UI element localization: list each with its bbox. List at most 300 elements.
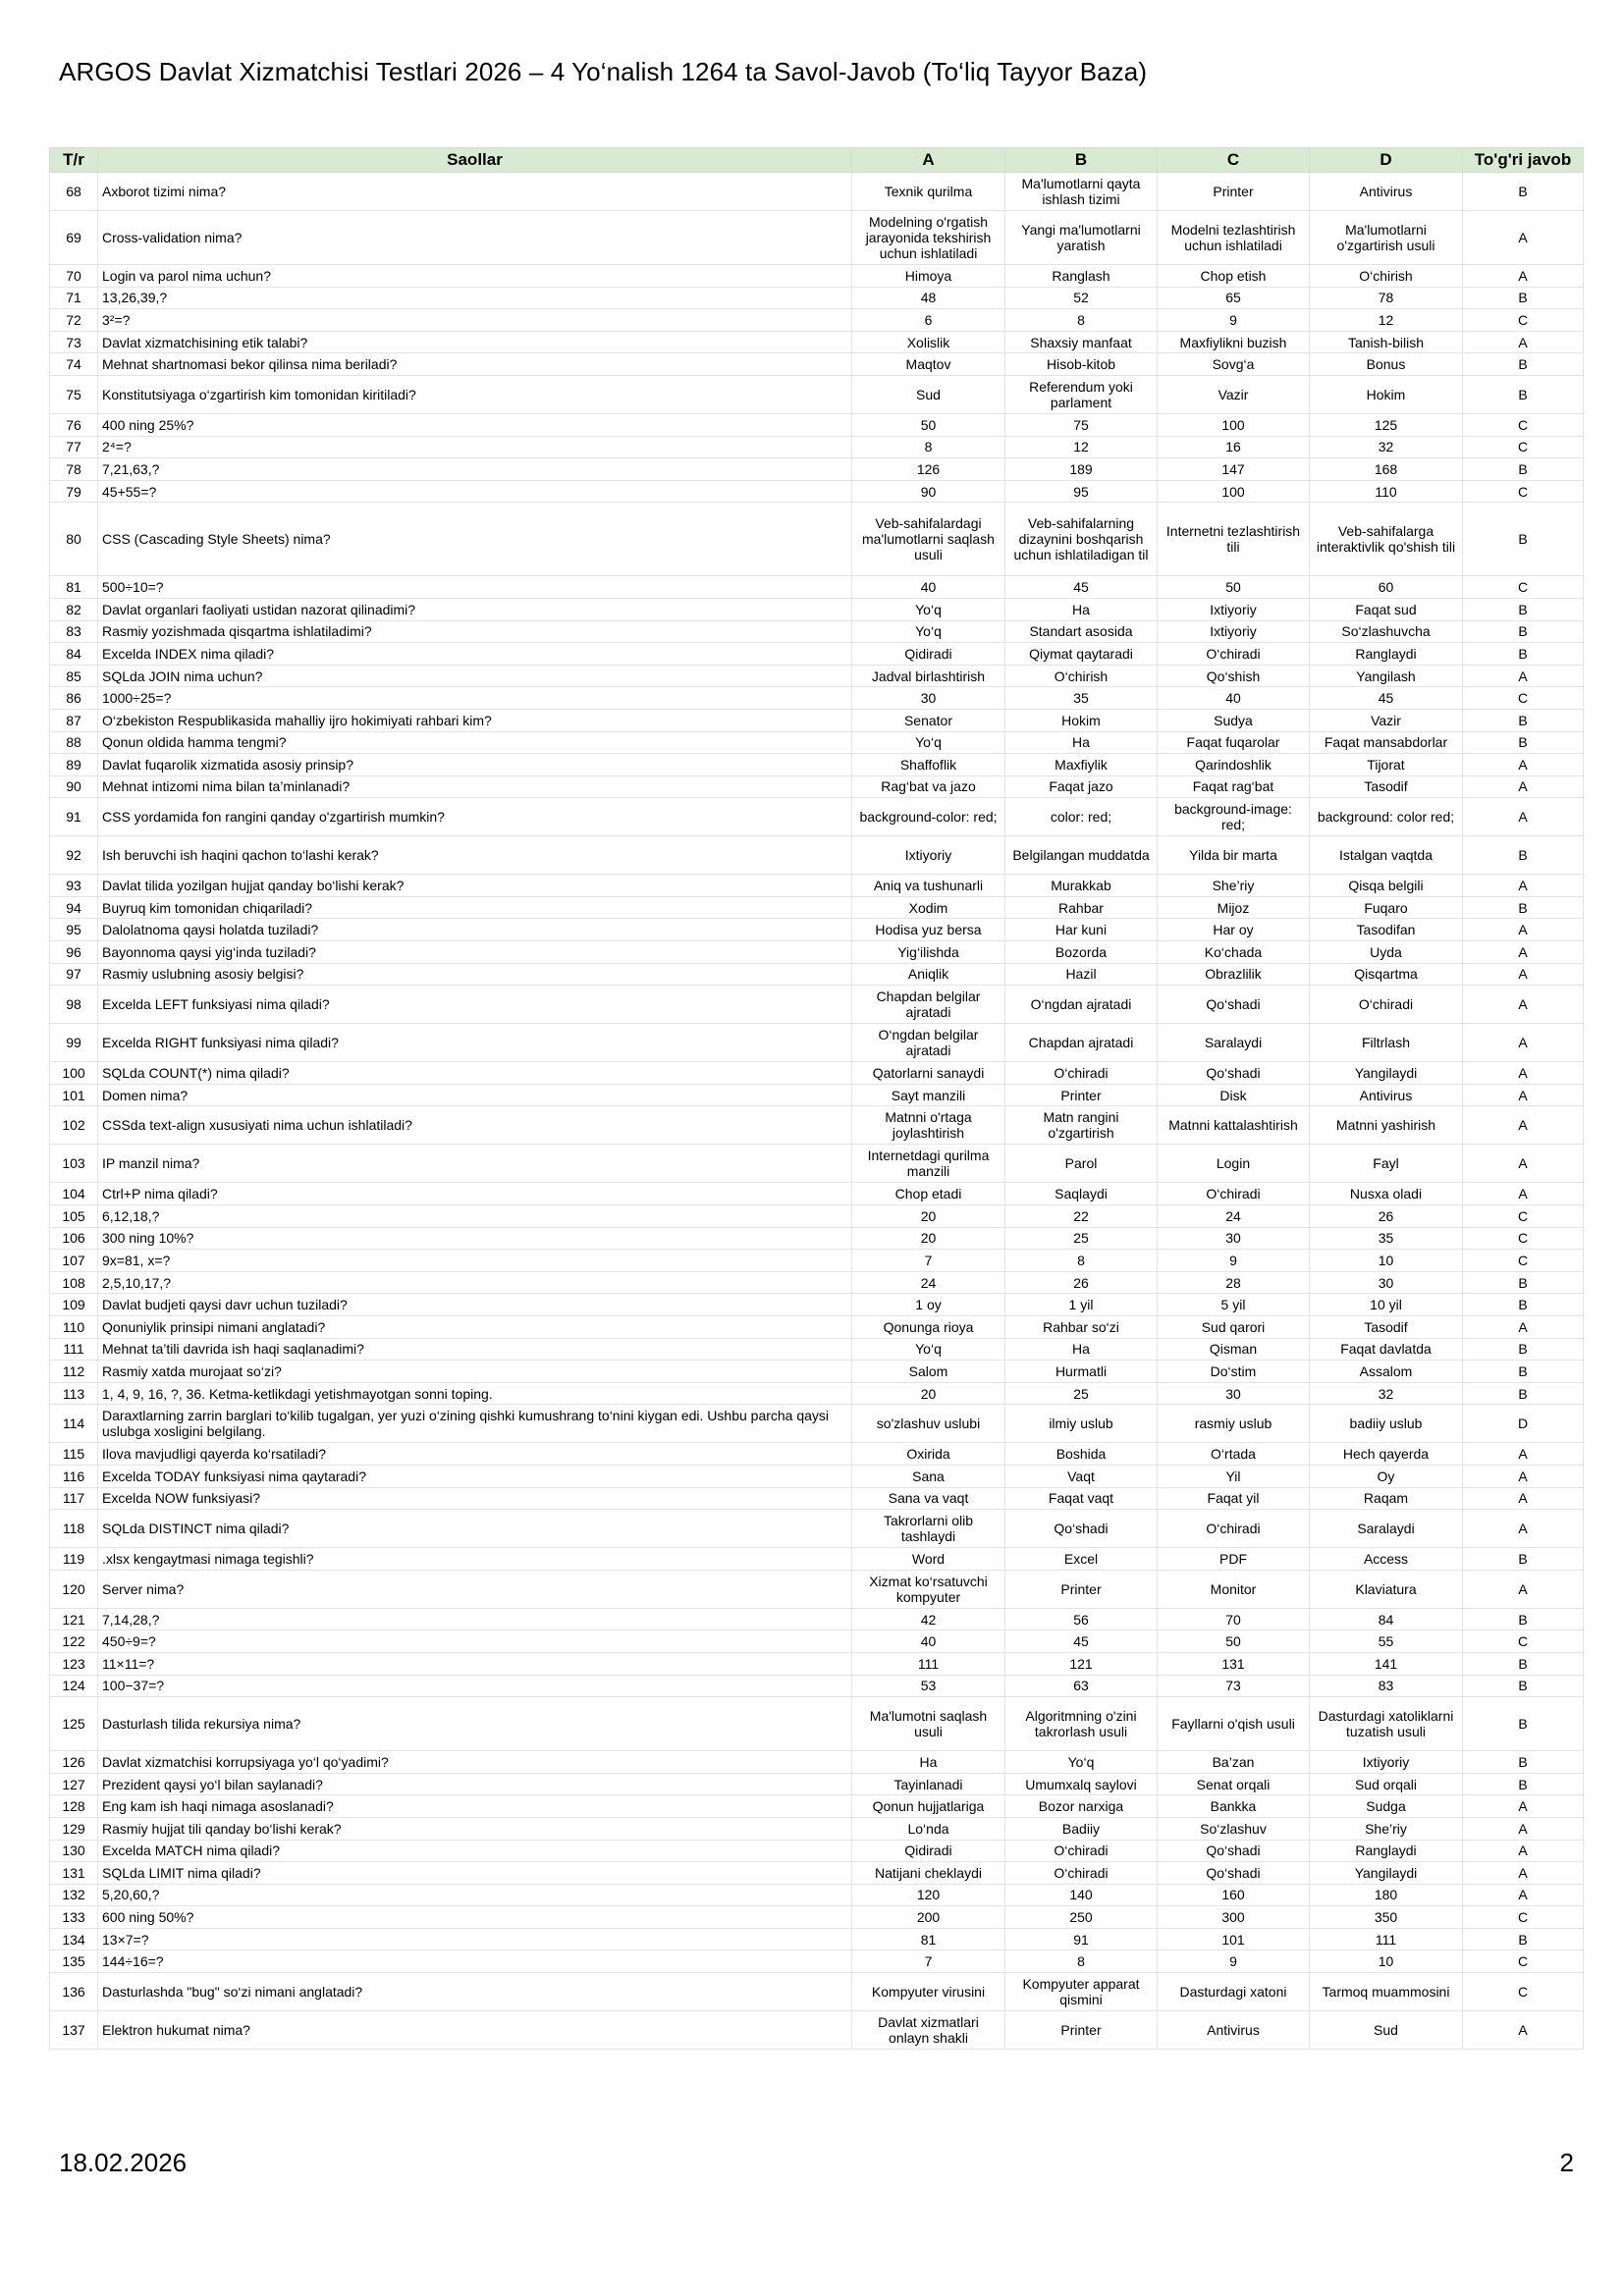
table-row [50,875,1584,897]
row-number: 116 [50,1465,98,1487]
correct-answer: C [1463,1250,1584,1272]
correct-answer: A [1463,1183,1584,1205]
correct-answer: A [1463,1840,1584,1862]
option-c: Maxfiylikni buzish [1158,331,1310,353]
option-c: Faqat rag‘bat [1158,775,1310,798]
question-text: CSSda text-align xususiyati nima uchun ishlatiladi? [98,1106,852,1145]
option-c: 16 [1158,436,1310,458]
question-text: Excelda RIGHT funksiyasi nima qiladi? [98,1024,852,1062]
option-a: Sana va vaqt [852,1487,1005,1510]
option-b: 91 [1005,1928,1158,1950]
question-text: Davlat tilida yozilgan hujjat qanday bo‘lishi kerak? [98,875,852,897]
option-a: Yo‘q [852,1338,1005,1361]
option-d: 60 [1310,576,1463,599]
questions-table [49,147,1584,2050]
option-d: Tasodif [1310,775,1463,798]
option-d: 125 [1310,413,1463,436]
correct-answer: C [1463,413,1584,436]
table-row [50,798,1584,836]
row-number: 128 [50,1795,98,1818]
table-row [50,1840,1584,1862]
option-c: 100 [1158,413,1310,436]
question-text: Prezident qaysi yo‘l bilan saylanadi? [98,1773,852,1795]
option-c: Ixtiyoriy [1158,598,1310,620]
row-number: 97 [50,963,98,986]
table-row [50,1084,1584,1106]
option-c: 73 [1158,1675,1310,1697]
option-d: 141 [1310,1652,1463,1675]
question-text: 1000÷25=? [98,687,852,710]
option-b: 22 [1005,1205,1158,1228]
correct-answer: A [1463,941,1584,964]
option-d: Tasodifan [1310,919,1463,941]
question-text: Rasmiy xatda murojaat so‘zi? [98,1361,852,1383]
row-number: 115 [50,1443,98,1466]
option-a: 7 [852,1250,1005,1272]
option-d: Matnni yashirish [1310,1106,1463,1145]
row-number: 105 [50,1205,98,1228]
option-b: 8 [1005,309,1158,332]
correct-answer: A [1463,875,1584,897]
question-text: Davlat fuqarolik xizmatida asosiy prinsip? [98,754,852,776]
option-a: Ma'lumotni saqlash usuli [852,1697,1005,1751]
option-c: 40 [1158,687,1310,710]
row-number: 119 [50,1548,98,1571]
option-b: Rahbar so‘zi [1005,1316,1158,1339]
option-b: Ha [1005,731,1158,754]
option-d: Tijorat [1310,754,1463,776]
option-c: Ixtiyoriy [1158,620,1310,643]
question-text: Davlat organlari faoliyati ustidan nazorat qilinadimi? [98,598,852,620]
option-c: Qarindoshlik [1158,754,1310,776]
option-c: Qisman [1158,1338,1310,1361]
row-number: 110 [50,1316,98,1339]
option-c: O‘chiradi [1158,643,1310,666]
table-row [50,963,1584,986]
correct-answer: B [1463,1928,1584,1950]
header-tr: T/r [50,148,98,173]
option-c: Printer [1158,173,1310,211]
option-c: O‘rtada [1158,1443,1310,1466]
option-d: Nusxa oladi [1310,1183,1463,1205]
table-row [50,1652,1584,1675]
option-c: Ba’zan [1158,1751,1310,1774]
option-c: 147 [1158,458,1310,481]
option-b: Hisob-kitob [1005,353,1158,376]
option-b: 26 [1005,1271,1158,1294]
table-row [50,375,1584,413]
option-d: Tasodif [1310,1316,1463,1339]
row-number: 93 [50,875,98,897]
option-a: Senator [852,709,1005,731]
option-a: Rag‘bat va jazo [852,775,1005,798]
table-row [50,1608,1584,1630]
row-number: 69 [50,211,98,265]
option-d: 12 [1310,309,1463,332]
option-c: Qo‘shadi [1158,1062,1310,1085]
option-d: 83 [1310,1675,1463,1697]
option-b: Bozorda [1005,941,1158,964]
question-text: Daraxtlarning zarrin barglari to‘kilib tugalgan, yer yuzi o‘zining qishki kumushrang to‘nini kiygan edi. Ushbu parcha qaysi uslubga xosligini belgilang. [98,1405,852,1443]
correct-answer: C [1463,1630,1584,1653]
footer-date: 18.02.2026 [59,2148,188,2177]
option-a: 7 [852,1950,1005,1973]
option-a: so'zlashuv uslubi [852,1405,1005,1443]
correct-answer: A [1463,919,1584,941]
option-a: Yo‘q [852,598,1005,620]
question-text: 6,12,18,? [98,1205,852,1228]
option-a: O‘ngdan belgilar ajratadi [852,1024,1005,1062]
option-a: Kompyuter virusini [852,1973,1005,2011]
row-number: 95 [50,919,98,941]
option-d: badiiy uslub [1310,1405,1463,1443]
option-c: 9 [1158,1950,1310,1973]
option-d: 10 [1310,1250,1463,1272]
table-row [50,919,1584,941]
correct-answer: B [1463,375,1584,413]
correct-answer: B [1463,1608,1584,1630]
question-text: Login va parol nima uchun? [98,265,852,288]
option-c: 160 [1158,1884,1310,1906]
question-text: Bayonnoma qaysi yig‘inda tuziladi? [98,941,852,964]
option-b: Kompyuter apparat qismini [1005,1973,1158,2011]
question-text: Domen nima? [98,1084,852,1106]
option-c: Modelni tezlashtirish uchun ishlatiladi [1158,211,1310,265]
question-text: Rasmiy hujjat tili qanday bo‘lishi kerak? [98,1817,852,1840]
option-c: Chop etish [1158,265,1310,288]
table-row [50,836,1584,875]
question-text: CSS (Cascading Style Sheets) nima? [98,503,852,576]
question-text: 600 ning 50%? [98,1906,852,1929]
option-b: Murakkab [1005,875,1158,897]
question-text: Ctrl+P nima qiladi? [98,1183,852,1205]
correct-answer: A [1463,1024,1584,1062]
option-c: Sud qarori [1158,1316,1310,1339]
correct-answer: C [1463,1950,1584,1973]
correct-answer: C [1463,309,1584,332]
row-number: 127 [50,1773,98,1795]
question-text: 11×11=? [98,1652,852,1675]
row-number: 100 [50,1062,98,1085]
table-row [50,1928,1584,1950]
option-a: 20 [852,1205,1005,1228]
correct-answer: A [1463,665,1584,687]
option-a: Texnik qurilma [852,173,1005,211]
option-a: Davlat xizmatlari onlayn shakli [852,2011,1005,2050]
footer-page-number: 2 [1559,2148,1574,2177]
correct-answer: B [1463,1382,1584,1405]
question-text: SQLda JOIN nima uchun? [98,665,852,687]
option-b: Yangi ma'lumotlarni yaratish [1005,211,1158,265]
table-row [50,1697,1584,1751]
option-d: Raqam [1310,1487,1463,1510]
option-c: Obrazlilik [1158,963,1310,986]
option-c: 24 [1158,1205,1310,1228]
question-text: Dalolatnoma qaysi holatda tuziladi? [98,919,852,941]
option-b: Vaqt [1005,1465,1158,1487]
option-a: Ha [852,1751,1005,1774]
option-a: Xizmat ko‘rsatuvchi kompyuter [852,1570,1005,1608]
option-d: Ma'lumotlarni o'zgartirish usuli [1310,211,1463,265]
option-c: Antivirus [1158,2011,1310,2050]
question-text: .xlsx kengaytmasi nimaga tegishli? [98,1548,852,1571]
option-a: Yo‘q [852,731,1005,754]
option-c: Qo‘shish [1158,665,1310,687]
option-b: 25 [1005,1382,1158,1405]
option-b: Ma'lumotlarni qayta ishlash tizimi [1005,173,1158,211]
row-number: 130 [50,1840,98,1862]
row-number: 68 [50,173,98,211]
option-c: Sudya [1158,709,1310,731]
option-a: Oxirida [852,1443,1005,1466]
option-a: Chop etadi [852,1183,1005,1205]
option-d: Tanish-bilish [1310,331,1463,353]
correct-answer: A [1463,1570,1584,1608]
option-b: 250 [1005,1906,1158,1929]
option-d: O‘chirish [1310,265,1463,288]
table-row [50,1630,1584,1653]
option-c: O‘chiradi [1158,1183,1310,1205]
option-c: Faqat yil [1158,1487,1310,1510]
option-a: 126 [852,458,1005,481]
row-number: 77 [50,436,98,458]
question-text: Dasturlashda "bug" so‘zi nimani anglatadi? [98,1973,852,2011]
question-text: 7,14,28,? [98,1608,852,1630]
question-text: Excelda LEFT funksiyasi nima qiladi? [98,986,852,1024]
option-a: Xolislik [852,331,1005,353]
correct-answer: B [1463,503,1584,576]
correct-answer: C [1463,687,1584,710]
option-d: Assalom [1310,1361,1463,1383]
option-c: 65 [1158,287,1310,309]
correct-answer: C [1463,1227,1584,1250]
option-a: 30 [852,687,1005,710]
option-c: 9 [1158,309,1310,332]
option-d: Faqat sud [1310,598,1463,620]
option-c: 5 yil [1158,1294,1310,1316]
option-a: 200 [852,1906,1005,1929]
question-text: 13,26,39,? [98,287,852,309]
option-d: Sudga [1310,1795,1463,1818]
question-text: Cross-validation nima? [98,211,852,265]
table-row [50,896,1584,919]
question-text: 2⁴=? [98,436,852,458]
table-row [50,986,1584,1024]
option-a: Shaffoflik [852,754,1005,776]
option-d: Ranglaydi [1310,1840,1463,1862]
question-text: Rasmiy uslubning asosiy belgisi? [98,963,852,986]
table-row [50,665,1584,687]
option-b: Shaxsiy manfaat [1005,331,1158,353]
question-text: Axborot tizimi nima? [98,173,852,211]
option-d: Saralaydi [1310,1510,1463,1548]
option-b: Matn rangini o'zgartirish [1005,1106,1158,1145]
option-b: Qo‘shadi [1005,1510,1158,1548]
document-title: ARGOS Davlat Xizmatchisi Testlari 2026 – 4 Yo‘nalish 1264 ta Savol-Javob (To‘liq Tayyor Baza) [59,57,1148,86]
option-c: Qo‘shadi [1158,1862,1310,1885]
option-c: 9 [1158,1250,1310,1272]
question-text: SQLda DISTINCT nima qiladi? [98,1510,852,1548]
option-a: 81 [852,1928,1005,1950]
option-a: Xodim [852,896,1005,919]
option-a: Veb-sahifalardagi ma'lumotlarni saqlash usuli [852,503,1005,576]
option-b: Faqat vaqt [1005,1487,1158,1510]
option-b: Yo‘q [1005,1751,1158,1774]
table-row [50,1271,1584,1294]
question-text: IP manzil nima? [98,1145,852,1183]
option-b: Hokim [1005,709,1158,731]
option-a: 50 [852,413,1005,436]
row-number: 106 [50,1227,98,1250]
option-d: Sud orqali [1310,1773,1463,1795]
row-number: 117 [50,1487,98,1510]
correct-answer: B [1463,598,1584,620]
option-a: Modelning o'rgatish jarayonida tekshirish uchun ishlatiladi [852,211,1005,265]
correct-answer: D [1463,1405,1584,1443]
option-a: Sud [852,375,1005,413]
option-d: 30 [1310,1271,1463,1294]
row-number: 86 [50,687,98,710]
option-d: Dasturdagi xatoliklarni tuzatish usuli [1310,1697,1463,1751]
option-a: Word [852,1548,1005,1571]
option-d: Qisqa belgili [1310,875,1463,897]
row-number: 71 [50,287,98,309]
option-c: Bankka [1158,1795,1310,1818]
question-text: Buyruq kim tomonidan chiqariladi? [98,896,852,919]
option-b: 140 [1005,1884,1158,1906]
option-d: Uyda [1310,941,1463,964]
correct-answer: B [1463,1271,1584,1294]
option-d: Faqat davlatda [1310,1338,1463,1361]
row-number: 91 [50,798,98,836]
row-number: 133 [50,1906,98,1929]
question-text: Dasturlash tilida rekursiya nima? [98,1697,852,1751]
correct-answer: B [1463,836,1584,875]
correct-answer: B [1463,709,1584,731]
row-number: 76 [50,413,98,436]
option-c: 300 [1158,1906,1310,1929]
option-c: Internetni tezlashtirish tili [1158,503,1310,576]
option-c: She’riy [1158,875,1310,897]
option-a: 53 [852,1675,1005,1697]
question-text: Elektron hukumat nima? [98,2011,852,2050]
option-a: Yo‘q [852,620,1005,643]
option-d: Bonus [1310,353,1463,376]
option-c: 50 [1158,576,1310,599]
option-d: 32 [1310,1382,1463,1405]
option-c: Saralaydi [1158,1024,1310,1062]
question-text: Server nima? [98,1570,852,1608]
row-number: 98 [50,986,98,1024]
table-row [50,1338,1584,1361]
table-row [50,1024,1584,1062]
option-c: 70 [1158,1608,1310,1630]
table-row [50,1795,1584,1818]
row-number: 87 [50,709,98,731]
correct-answer: C [1463,1906,1584,1929]
correct-answer: B [1463,1675,1584,1697]
option-d: 350 [1310,1906,1463,1929]
row-number: 94 [50,896,98,919]
correct-answer: B [1463,643,1584,666]
correct-answer: B [1463,1773,1584,1795]
row-number: 122 [50,1630,98,1653]
correct-answer: A [1463,1443,1584,1466]
table-header-row [50,148,1584,173]
option-d: Access [1310,1548,1463,1571]
row-number: 75 [50,375,98,413]
option-a: 8 [852,436,1005,458]
question-text: 144÷16=? [98,1950,852,1973]
row-number: 104 [50,1183,98,1205]
table-row [50,1361,1584,1383]
option-c: Har oy [1158,919,1310,941]
option-b: Standart asosida [1005,620,1158,643]
table-row [50,941,1584,964]
option-d: Antivirus [1310,1084,1463,1106]
table-row [50,265,1584,288]
row-number: 90 [50,775,98,798]
row-number: 129 [50,1817,98,1840]
option-b: Ha [1005,1338,1158,1361]
option-c: Qo‘shadi [1158,1840,1310,1862]
correct-answer: A [1463,754,1584,776]
option-d: 111 [1310,1928,1463,1950]
table-row [50,503,1584,576]
table-row [50,1443,1584,1466]
question-text: 300 ning 10%? [98,1227,852,1250]
table-row [50,458,1584,481]
option-d: 180 [1310,1884,1463,1906]
table-row [50,1405,1584,1443]
option-c: Login [1158,1145,1310,1183]
option-b: 12 [1005,436,1158,458]
option-d: Hech qayerda [1310,1443,1463,1466]
table-row [50,1751,1584,1774]
table-row [50,643,1584,666]
option-a: 42 [852,1608,1005,1630]
row-number: 118 [50,1510,98,1548]
row-number: 107 [50,1250,98,1272]
option-a: 20 [852,1227,1005,1250]
option-b: Veb-sahifalarning dizaynini boshqarish uchun ishlatiladigan til [1005,503,1158,576]
option-a: Tayinlanadi [852,1773,1005,1795]
option-b: Chapdan ajratadi [1005,1024,1158,1062]
option-c: 101 [1158,1928,1310,1950]
row-number: 120 [50,1570,98,1608]
row-number: 78 [50,458,98,481]
option-b: Hurmatli [1005,1361,1158,1383]
correct-answer: B [1463,1652,1584,1675]
option-b: Umumxalq saylovi [1005,1773,1158,1795]
option-d: 10 yil [1310,1294,1463,1316]
question-text: Mehnat ta’tili davrida ish haqi saqlanadimi? [98,1338,852,1361]
row-number: 70 [50,265,98,288]
table-row [50,1227,1584,1250]
option-c: background-image: red; [1158,798,1310,836]
correct-answer: A [1463,798,1584,836]
option-d: Faqat mansabdorlar [1310,731,1463,754]
question-text: 9x=81, x=? [98,1250,852,1272]
option-b: O‘chiradi [1005,1840,1158,1862]
row-number: 83 [50,620,98,643]
question-text: Excelda MATCH nima qiladi? [98,1840,852,1862]
question-text: Qonuniylik prinsipi nimani anglatadi? [98,1316,852,1339]
table-row [50,1062,1584,1085]
option-a: Yig‘ilishda [852,941,1005,964]
option-b: Ranglash [1005,265,1158,288]
table-row [50,211,1584,265]
